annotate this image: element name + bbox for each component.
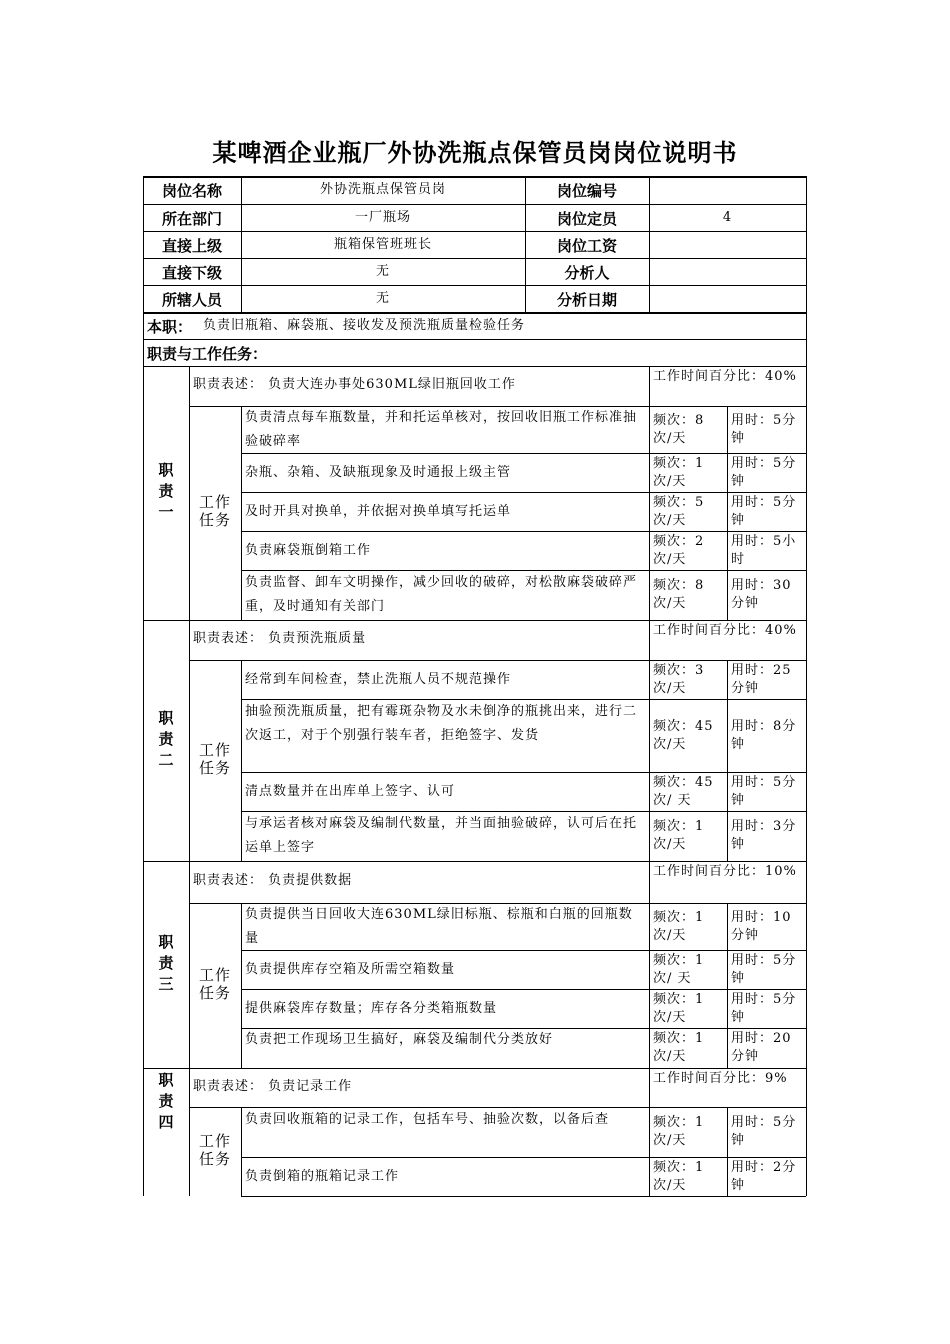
duty-name-char: 责 xyxy=(158,1092,174,1110)
task-frequency: 频次：5次/天 xyxy=(653,494,705,528)
header-row-divider xyxy=(143,231,806,232)
duty-name-char: 职 xyxy=(158,708,174,727)
header-row-divider xyxy=(143,285,806,286)
task-description: 负责倒箱的瓶箱记录工作 xyxy=(245,1168,400,1184)
task-description: 与承运者核对麻袋及编制代数量，并当面抽验破碎，认可后在托运单上签字 xyxy=(245,816,638,855)
field-label: 所在部门 xyxy=(161,209,222,228)
duty-name-char: 三 xyxy=(158,974,174,993)
task-description: 抽验预洗瓶质量，把有霉斑杂物及水未倒净的瓶挑出来，进行二次返工，对于个别强行装车者，拒绝签字、发货 xyxy=(245,703,638,743)
task-duration: 用时：25分钟 xyxy=(731,662,792,696)
task-duration: 用时：5分钟 xyxy=(731,1115,797,1148)
task-description: 负责提供当日回收大连630ML绿旧标瓶、棕瓶和白瓶的回瓶数量 xyxy=(245,907,633,946)
duty-statement: 职责表述： 负责大连办事处630ML绿旧瓶回收工作 xyxy=(193,377,516,392)
field-value: 瓶箱保管班班长 xyxy=(333,236,432,252)
table-right-border xyxy=(806,312,807,1196)
task-description: 经常到车间检查，禁止洗瓶人员不规范操作 xyxy=(245,671,512,687)
field-label: 直接下级 xyxy=(161,263,222,282)
task-duration: 用时：10分钟 xyxy=(731,909,792,943)
task-label: 工作任务 xyxy=(199,1131,232,1168)
task-label: 工作任务 xyxy=(199,740,232,777)
task-frequency: 频次：8次/天 xyxy=(653,412,705,446)
duty-name-char: 职 xyxy=(158,932,174,951)
task-description: 负责监督、卸车文明操作，减少回收的破碎，对松散麻袋破碎严重，及时通知有关部门 xyxy=(245,575,638,614)
task-duration: 用时：3分钟 xyxy=(731,819,797,852)
table-top-border xyxy=(143,176,806,178)
duty-name-char: 责 xyxy=(158,729,174,748)
row-divider xyxy=(241,1196,806,1197)
task-description: 负责麻袋瓶倒箱工作 xyxy=(245,542,372,558)
task-duration: 用时：5分钟 xyxy=(731,952,797,986)
task-duration: 用时：20分钟 xyxy=(731,1031,792,1064)
duty-name-char: 二 xyxy=(158,750,174,769)
task-duration: 用时：5分钟 xyxy=(731,455,797,489)
duty-text: 负责旧瓶箱、麻袋瓶、接收发及预洗瓶质量检验任务 xyxy=(203,318,526,333)
header-row-divider xyxy=(143,312,806,314)
row-divider xyxy=(143,339,806,340)
duty-name xyxy=(143,1070,189,1136)
task-frequency: 频次：1次/ 天 xyxy=(653,952,705,986)
task-duration: 用时：5分钟 xyxy=(731,494,797,528)
task-frequency: 频次：1次/天 xyxy=(653,909,705,943)
field-label: 岗位名称 xyxy=(161,182,222,200)
time-percentage: 工作时间百分比：10% xyxy=(653,864,797,879)
field-label: 分析人 xyxy=(564,263,610,282)
duty-statement: 职责表述： 负责记录工作 xyxy=(193,1078,353,1094)
field-value: 无 xyxy=(375,290,390,306)
task-description: 杂瓶、杂箱、及缺瓶现象及时通报上级主管 xyxy=(245,464,512,480)
duty-label: 本职： xyxy=(147,318,193,336)
task-frequency: 频次：1次/天 xyxy=(653,991,705,1025)
task-description: 负责提供库存空箱及所需空箱数量 xyxy=(245,961,456,977)
field-label: 岗位定员 xyxy=(556,209,617,228)
task-frequency: 频次：1次/天 xyxy=(653,819,705,852)
task-frequency: 频次：1次/天 xyxy=(653,1159,705,1193)
header-row-divider xyxy=(143,204,806,205)
duty-name xyxy=(143,932,189,998)
field-label: 分析日期 xyxy=(556,290,617,309)
task-duration: 用时：5分钟 xyxy=(731,774,797,808)
duty-name-char: 责 xyxy=(158,482,174,500)
field-value: 4 xyxy=(722,209,733,225)
section-divider xyxy=(143,861,806,862)
task-label: 工作任务 xyxy=(199,493,232,529)
task-frequency: 频次：1次/天 xyxy=(653,455,705,489)
task-duration: 用时：5分钟 xyxy=(731,991,797,1025)
task-frequency: 频次：1次/天 xyxy=(653,1115,705,1148)
task-frequency: 频次：3次/天 xyxy=(653,662,705,696)
duty-statement: 职责表述： 负责提供数据 xyxy=(193,873,353,888)
field-value xyxy=(649,236,806,256)
time-percentage: 工作时间百分比：40% xyxy=(653,369,797,384)
column-divider xyxy=(189,861,190,1068)
task-duration: 用时：8分钟 xyxy=(731,718,797,752)
task-frequency: 频次：2次/天 xyxy=(653,533,705,567)
task-frequency: 频次：1次/天 xyxy=(653,1031,705,1064)
duty-name-char: 职 xyxy=(158,1071,174,1089)
field-value xyxy=(649,181,806,201)
field-label: 所辖人员 xyxy=(161,290,222,309)
task-description: 及时开具对换单，并依据对换单填写托运单 xyxy=(245,503,512,519)
time-percentage: 工作时间百分比：40% xyxy=(653,623,797,638)
section-divider xyxy=(143,1068,806,1069)
task-description: 提供麻袋库存数量；库存各分类箱瓶数量 xyxy=(245,1000,498,1016)
task-frequency: 频次：8次/天 xyxy=(653,578,705,611)
duty-name-char: 责 xyxy=(158,953,174,972)
field-value xyxy=(649,290,806,310)
duty-name-char: 一 xyxy=(158,503,174,521)
field-label: 岗位编号 xyxy=(556,182,617,200)
task-duration: 用时：5小时 xyxy=(731,533,797,567)
task-label: 工作任务 xyxy=(199,965,232,1002)
field-label: 岗位工资 xyxy=(556,236,617,255)
task-duration: 用时：2分钟 xyxy=(731,1159,797,1193)
task-description: 负责把工作现场卫生搞好，麻袋及编制代分类放好 xyxy=(245,1032,554,1047)
task-frequency: 频次：45次/天 xyxy=(653,718,714,752)
field-value xyxy=(649,263,806,283)
task-frequency: 频次：45次/ 天 xyxy=(653,774,714,808)
task-description: 负责清点每车瓶数量，并和托运单核对，按回收旧瓶工作标准抽验破碎率 xyxy=(245,410,638,449)
task-description: 负责回收瓶箱的记录工作，包括车号、抽验次数，以备后查 xyxy=(245,1112,610,1127)
field-value: 一厂瓶场 xyxy=(354,209,411,225)
row-divider xyxy=(143,366,806,367)
duty-name xyxy=(143,708,189,774)
task-duration: 用时：30分钟 xyxy=(731,578,792,611)
time-percentage: 工作时间百分比：9% xyxy=(653,1071,788,1086)
section-title: 职责与工作任务： xyxy=(147,345,268,363)
duty-statement: 职责表述： 负责预洗瓶质量 xyxy=(193,631,367,646)
duty-name xyxy=(143,460,189,526)
section-divider xyxy=(143,620,806,621)
task-duration: 用时：5分钟 xyxy=(731,412,797,446)
field-label: 直接上级 xyxy=(161,236,222,255)
field-value: 外协洗瓶点保管员岗 xyxy=(319,182,446,197)
header-row-divider xyxy=(143,258,806,259)
duty-name-char: 四 xyxy=(158,1113,174,1131)
header-column-divider xyxy=(806,176,807,312)
task-description: 清点数量并在出库单上签字、认可 xyxy=(245,783,456,799)
duty-name-char: 职 xyxy=(158,461,174,479)
field-value: 无 xyxy=(375,263,390,279)
page-title: 某啤酒企业瓶厂外协洗瓶点保管员岗岗位说明书 xyxy=(212,139,738,167)
